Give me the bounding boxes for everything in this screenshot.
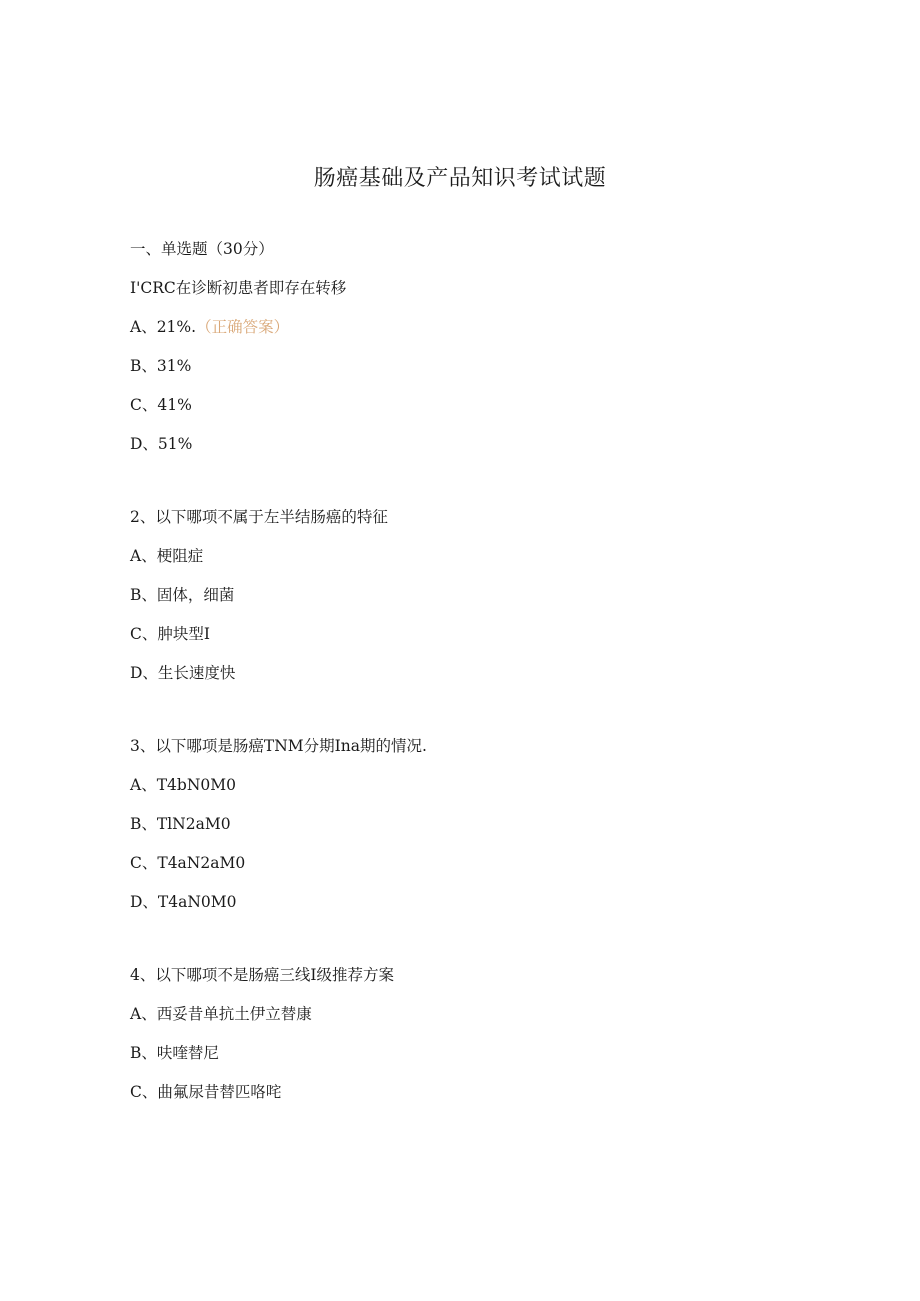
option-a: A、西妥昔单抗土伊立替康 [130, 1005, 312, 1023]
question-stem: 4、以下哪项不是肠癌三线I级推荐方案 [130, 966, 394, 984]
question-block [130, 960, 810, 1116]
question-stem: 2、以下哪项不属于左半结肠癌的特征 [130, 508, 388, 526]
option-b: B、31% [130, 357, 192, 375]
option-d: D、T4aN0M0 [130, 893, 237, 911]
spacer [130, 468, 810, 502]
option-b: B、呋喹替尼 [130, 1044, 219, 1062]
question-stem: 3、以下哪项是肠癌TNM分期Ina期的情况. [130, 737, 427, 755]
option-a: A、梗阻症 [130, 547, 204, 565]
option-d: D、51% [130, 435, 193, 453]
page-title: 肠癌基础及产品知识考试试题 [313, 166, 607, 191]
question-stem: I'CRC在诊断初患者即存在转移 [130, 279, 347, 297]
spacer [130, 697, 810, 731]
option-c: C、41% [130, 396, 192, 414]
exam-content [130, 234, 810, 1116]
option-text: A、21%. [130, 318, 197, 336]
option-c: C、曲氟尿昔替匹咯咤 [130, 1083, 282, 1101]
option-a: A、T4bN0M0 [130, 776, 236, 794]
question-block [130, 502, 810, 697]
option-d: D、生长速度快 [130, 664, 236, 682]
option-c: C、T4aN2aM0 [130, 854, 246, 872]
option-a [130, 312, 810, 351]
spacer [130, 926, 810, 960]
question-block [130, 273, 810, 468]
question-block [130, 731, 810, 926]
option-c: C、肿块型I [130, 625, 210, 643]
option-b: B、TlN2aM0 [130, 815, 231, 833]
option-b: B、固体，细菌 [130, 586, 235, 604]
correct-answer-mark: （正确答案） [196, 318, 290, 336]
section-heading: 一、单选题（30分） [130, 240, 274, 258]
